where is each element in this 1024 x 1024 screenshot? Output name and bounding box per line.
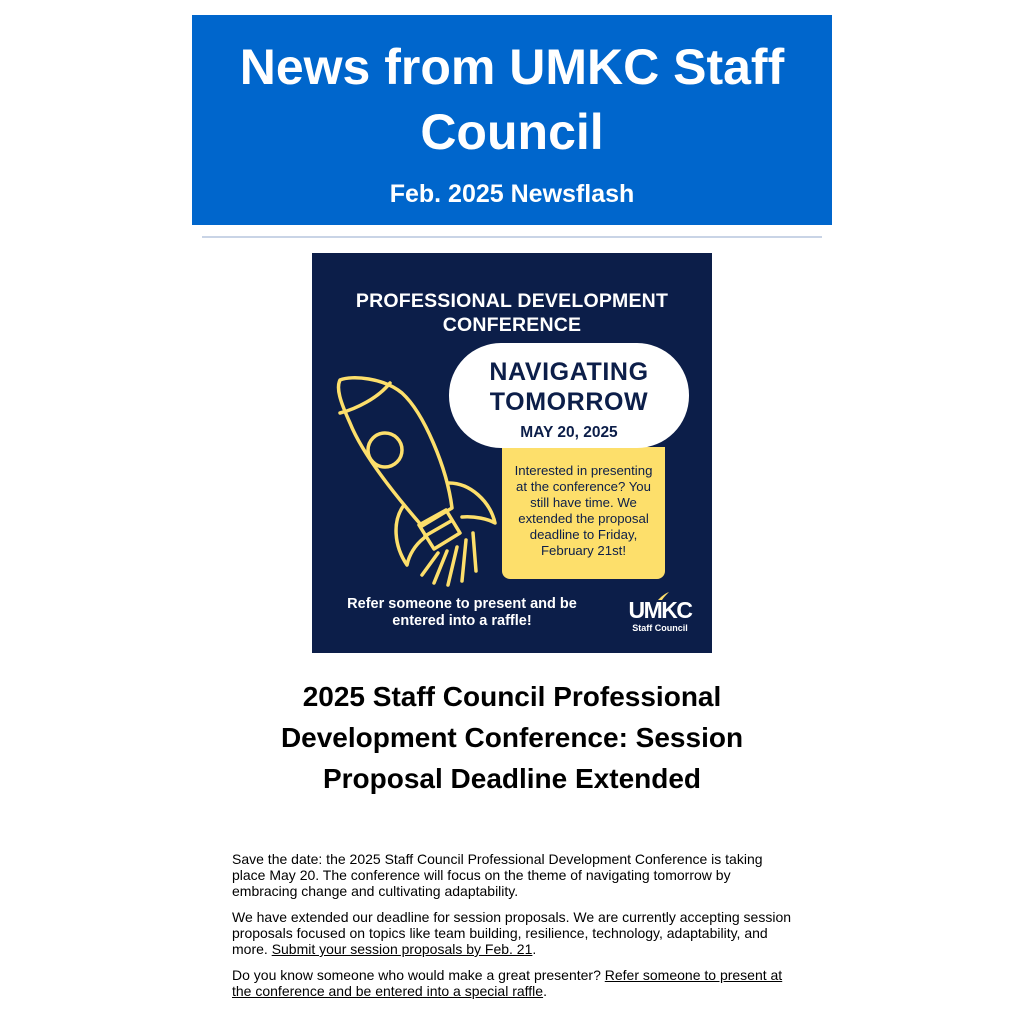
header-divider (202, 236, 822, 238)
article-paragraph-2 (232, 909, 792, 957)
poster-theme-line2: TOMORROW (489, 388, 649, 416)
poster-raffle-line1: Refer someone to present and be (347, 596, 577, 612)
conference-poster-image (312, 253, 712, 653)
poster-raffle-line2: entered into a raffle! (392, 613, 532, 629)
logo-text: UMKC (628, 597, 692, 623)
article-title: 2025 Staff Council Professional Development Conference: Session Proposal Deadline Extended (280, 681, 744, 794)
paragraph-2-text: We have extended our deadline for session proposals. We are currently accepting session proposals focused on topics like team building, resilience, technology, adaptability, and more. (232, 909, 792, 957)
poster-heading-line1: PROFESSIONAL DEVELOPMENT (355, 290, 669, 312)
logo-flame-icon (657, 591, 671, 601)
poster-theme-line1: NAVIGATING (489, 358, 649, 386)
paragraph-3-text: Do you know someone who would make a great presenter? (232, 967, 605, 983)
paragraph-3-end: . (543, 983, 547, 999)
poster-raffle-text (342, 596, 582, 630)
submit-proposals-link[interactable]: Submit your session proposals by Feb. 21 (271, 941, 533, 957)
poster-heading-line2: CONFERENCE (442, 314, 582, 336)
article-body (232, 851, 792, 1009)
newsletter-subtitle: Feb. 2025 Newsflash (389, 180, 635, 208)
poster-date: MAY 20, 2025 (520, 424, 618, 441)
newsletter-header (192, 15, 832, 225)
article-paragraph-3 (232, 967, 792, 999)
rocket-icon (312, 253, 712, 653)
poster-note-box: Interested in presenting at the conference? You still have time. We extended the proposal deadline to Friday, February 21st! (502, 447, 665, 579)
newsletter-title: News from UMKC Staff Council (239, 39, 785, 160)
article-paragraph-1: Save the date: the 2025 Staff Council Professional Development Conference is taking place May 20. The conference will focus on the theme of navigating tomorrow by embracing change and cultivating adaptability. (232, 851, 763, 899)
logo-subtext: Staff Council (632, 623, 688, 633)
paragraph-2-end: . (532, 941, 537, 957)
refer-presenter-link[interactable]: Refer someone to present at the conference and be entered into a special raffle (232, 967, 783, 999)
umkc-staff-council-logo (620, 597, 700, 634)
